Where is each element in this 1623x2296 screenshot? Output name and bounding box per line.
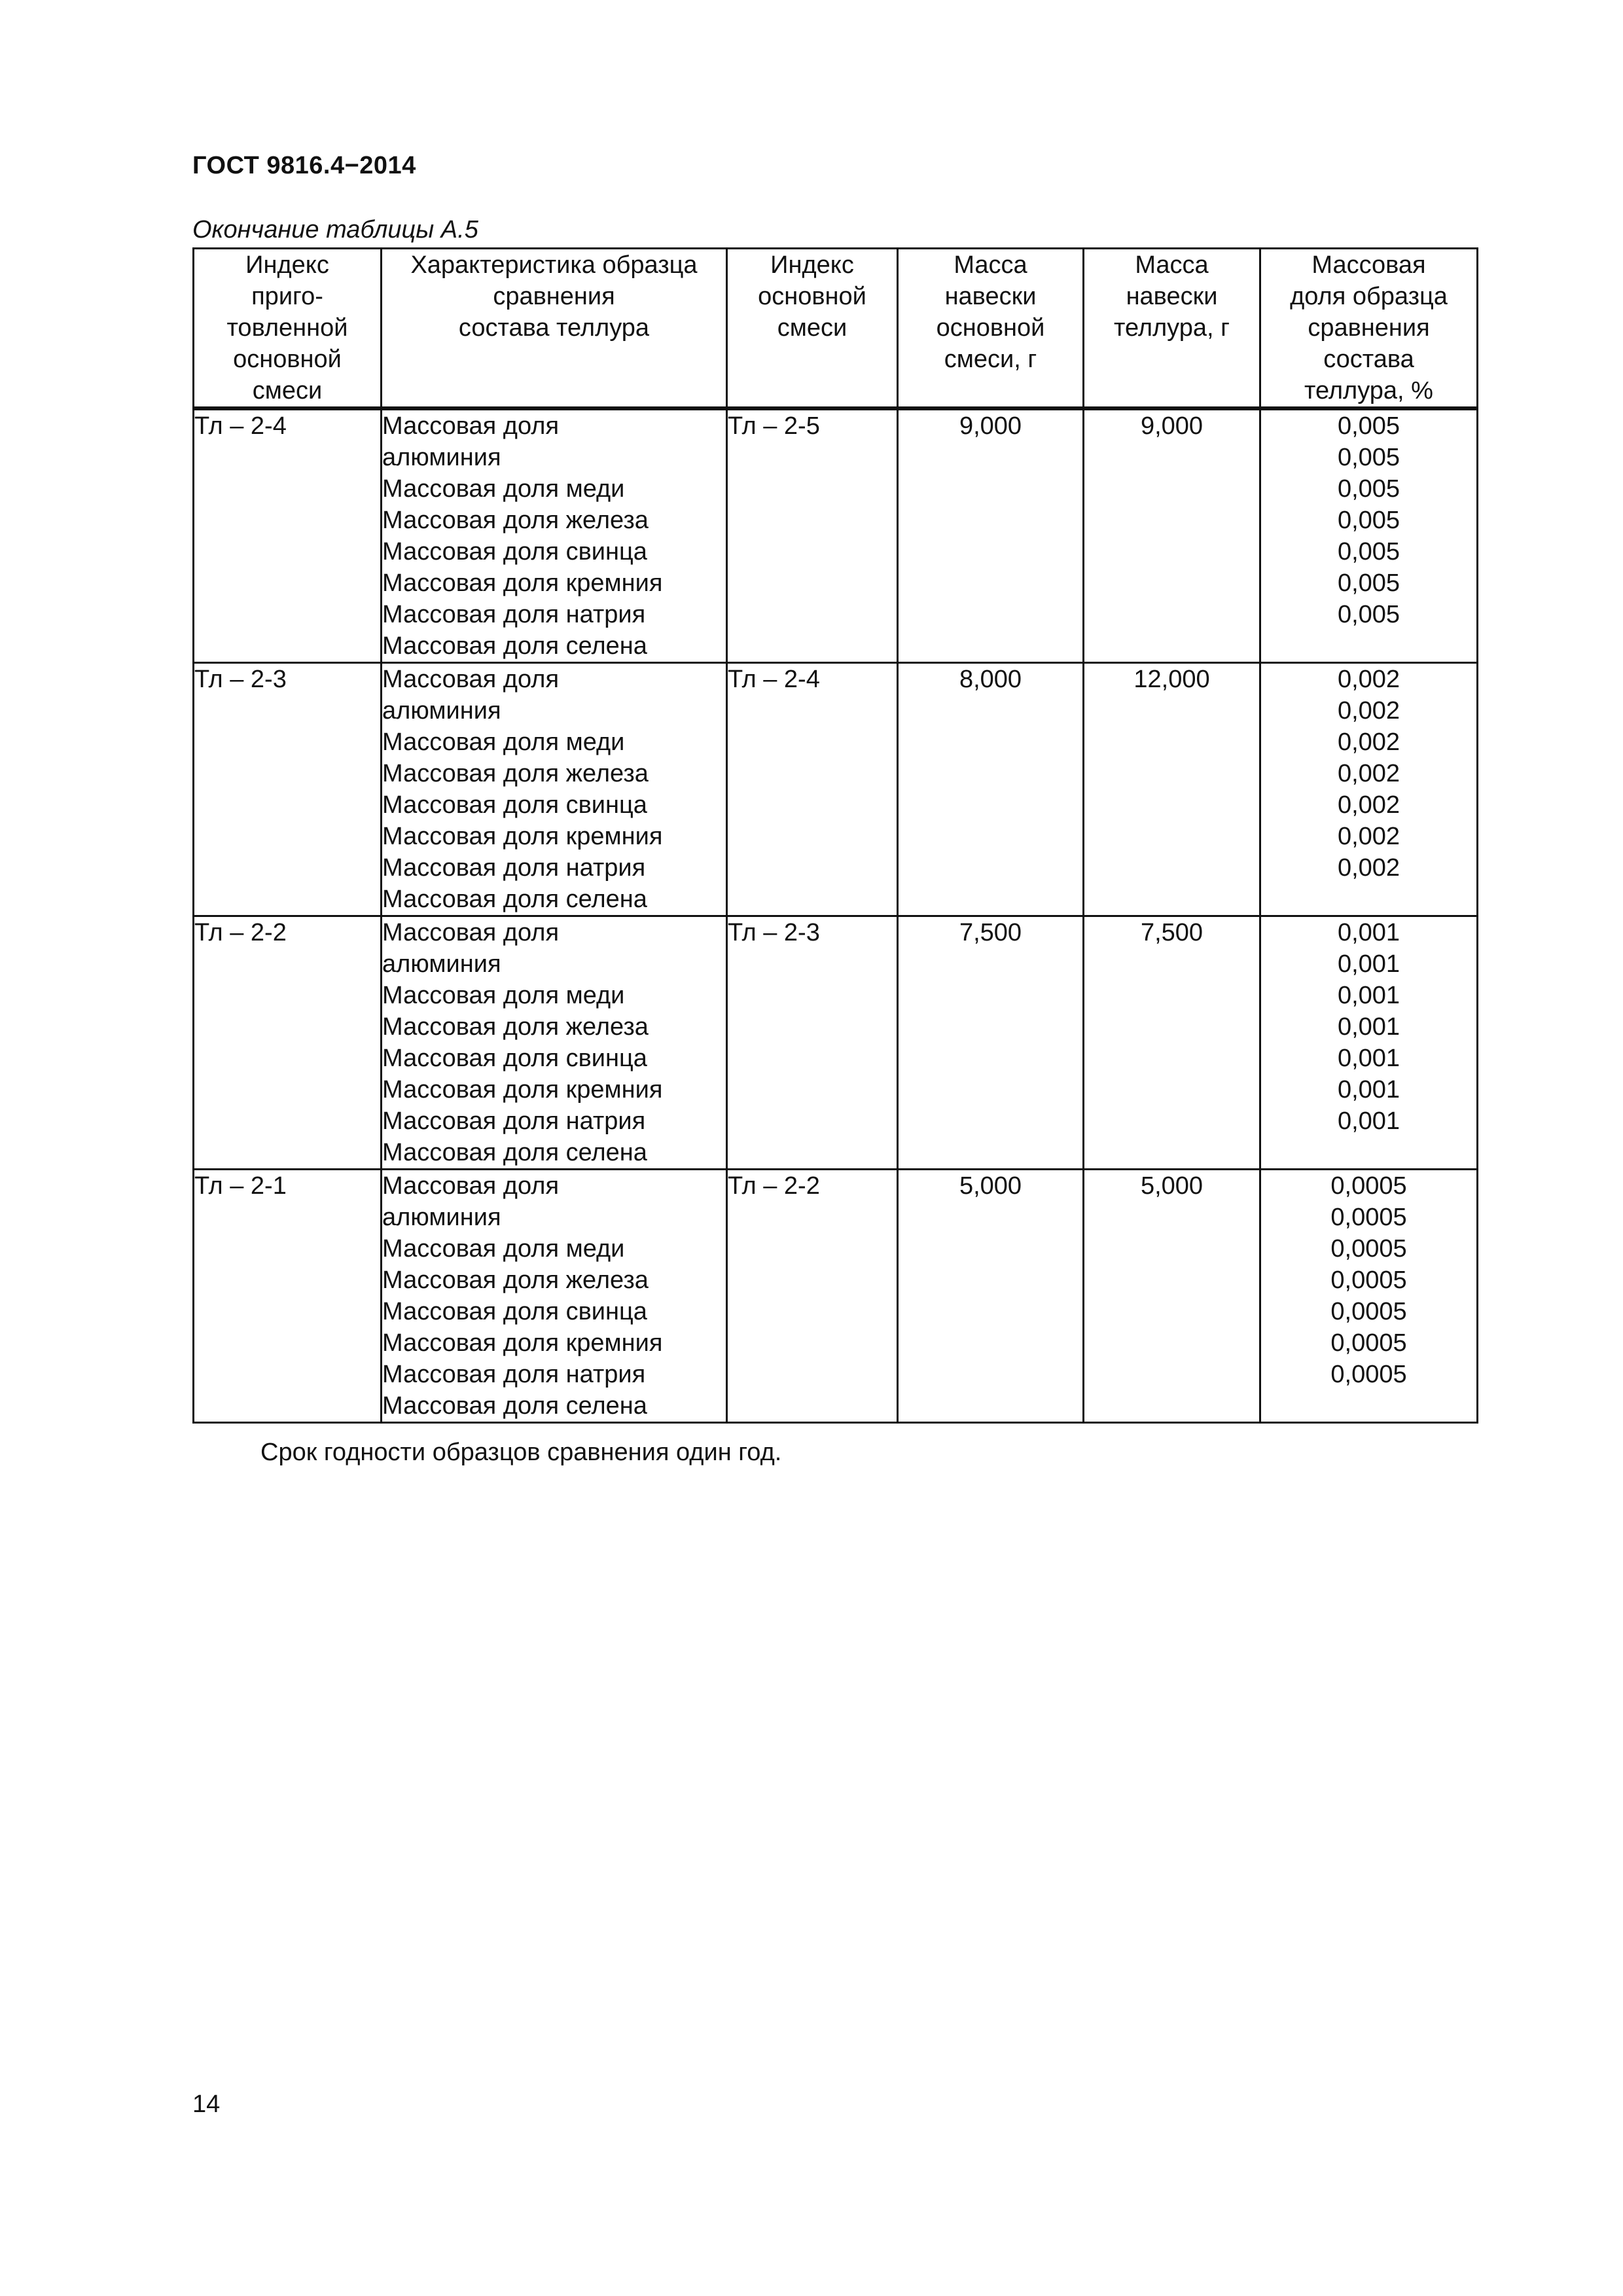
mass-fraction-value: 0,005 (1337, 569, 1400, 597)
mass-fraction-value: 0,005 (1337, 475, 1400, 503)
table-body (194, 408, 1478, 1423)
column-header-line: смеси (252, 377, 323, 404)
table-row (194, 1170, 1478, 1423)
column-header-line: Масса (1135, 251, 1209, 279)
mass-fraction-value: 0,001 (1337, 1045, 1400, 1072)
column-header-line: навески (1126, 283, 1218, 310)
table-row (194, 408, 1478, 663)
mass-fractions (1260, 408, 1478, 663)
column-header-line: Масса (954, 251, 1027, 279)
base-mix-index: Тл – 2-2 (727, 1170, 898, 1423)
column-header-line: товленной (226, 314, 348, 342)
reference-samples-table (192, 247, 1478, 1424)
mass-fraction-value: 0,005 (1337, 507, 1400, 534)
table-row (194, 916, 1478, 1170)
mass-fraction-value: 0,001 (1337, 1107, 1400, 1135)
mass-fraction-value: 0,0005 (1330, 1361, 1407, 1388)
mass-fraction-value: 0,005 (1337, 412, 1400, 440)
characteristic-line: Массовая доля селена (382, 632, 647, 660)
characteristic-line: Массовая доля (382, 919, 560, 946)
characteristic-line: Массовая доля селена (382, 1139, 647, 1166)
mass-fraction-value: 0,001 (1337, 919, 1400, 946)
column-header (898, 249, 1084, 409)
characteristic-line: Массовая доля железа (382, 760, 649, 787)
mass-fraction-value: 0,0005 (1330, 1329, 1407, 1357)
characteristic-line: Массовая доля меди (382, 475, 625, 503)
mass-fraction-value: 0,005 (1337, 538, 1400, 565)
column-header (1084, 249, 1260, 409)
column-header-line: основной (936, 314, 1045, 342)
mass-fraction-value: 0,005 (1337, 601, 1400, 628)
base-mix-index: Тл – 2-3 (727, 916, 898, 1170)
mass-fraction-value: 0,002 (1337, 854, 1400, 882)
characteristic-line: Массовая доля кремния (382, 823, 663, 850)
characteristic-line: Массовая доля меди (382, 728, 625, 756)
column-header-line: приго- (251, 283, 323, 310)
characteristic-line: алюминия (382, 444, 501, 471)
mass-fractions (1260, 663, 1478, 916)
mass-fraction-value: 0,002 (1337, 666, 1400, 693)
mass-fraction-value: 0,001 (1337, 1013, 1400, 1041)
mass-fraction-value: 0,0005 (1330, 1266, 1407, 1294)
tellurium-mass: 9,000 (1084, 408, 1260, 663)
characteristic-line: алюминия (382, 950, 501, 978)
characteristic-line: Массовая доля свинца (382, 791, 647, 819)
prepared-mix-index: Тл – 2-3 (194, 663, 382, 916)
characteristic-line: алюминия (382, 1204, 501, 1231)
characteristic-line: Массовая доля (382, 1172, 560, 1200)
characteristic-line: алюминия (382, 697, 501, 725)
column-header-line: теллура, г (1113, 314, 1230, 342)
characteristic-line: Массовая доля кремния (382, 1329, 663, 1357)
characteristic-line: Массовая доля свинца (382, 538, 647, 565)
mass-fraction-value: 0,0005 (1330, 1298, 1407, 1325)
base-mix-mass: 7,500 (898, 916, 1084, 1170)
characteristic-line: Массовая доля натрия (382, 1107, 646, 1135)
mass-fraction-value: 0,0005 (1330, 1172, 1407, 1200)
base-mix-mass: 8,000 (898, 663, 1084, 916)
column-header-line: смеси, г (944, 346, 1037, 373)
characteristic-line: Массовая доля селена (382, 886, 647, 913)
tellurium-mass: 12,000 (1084, 663, 1260, 916)
characteristic-line: Массовая доля натрия (382, 1361, 646, 1388)
characteristic-line: Массовая доля свинца (382, 1045, 647, 1072)
mass-fraction-value: 0,002 (1337, 791, 1400, 819)
sample-characteristics (382, 408, 727, 663)
mass-fraction-value: 0,002 (1337, 728, 1400, 756)
mass-fraction-value: 0,002 (1337, 760, 1400, 787)
column-header (382, 249, 727, 409)
base-mix-index: Тл – 2-4 (727, 663, 898, 916)
characteristic-line: Массовая доля железа (382, 507, 649, 534)
mass-fractions (1260, 916, 1478, 1170)
mass-fraction-value: 0,001 (1337, 982, 1400, 1009)
column-header (727, 249, 898, 409)
column-header-line: Индекс (770, 251, 854, 279)
characteristic-line: Массовая доля селена (382, 1392, 647, 1420)
sample-characteristics (382, 1170, 727, 1423)
table-header-row (194, 249, 1478, 409)
column-header-line: основной (758, 283, 866, 310)
mass-fraction-value: 0,0005 (1330, 1235, 1407, 1263)
page-number: 14 (192, 2090, 221, 2118)
column-header-line: доля образца (1290, 283, 1448, 310)
characteristic-line: Массовая доля кремния (382, 1076, 663, 1103)
characteristic-line: Массовая доля железа (382, 1013, 649, 1041)
column-header-line: Характеристика образца (410, 251, 698, 279)
column-header-line: состава (1323, 346, 1414, 373)
mass-fractions (1260, 1170, 1478, 1423)
tellurium-mass: 7,500 (1084, 916, 1260, 1170)
mass-fraction-value: 0,005 (1337, 444, 1400, 471)
table-caption: Окончание таблицы А.5 (192, 216, 478, 243)
column-header-line: сравнения (1308, 314, 1430, 342)
table-row (194, 663, 1478, 916)
column-header (1260, 249, 1478, 409)
base-mix-mass: 5,000 (898, 1170, 1084, 1423)
prepared-mix-index: Тл – 2-4 (194, 408, 382, 663)
mass-fraction-value: 0,001 (1337, 950, 1400, 978)
document-header: ГОСТ 9816.4−2014 (192, 152, 416, 179)
base-mix-index: Тл – 2-5 (727, 408, 898, 663)
sample-characteristics (382, 663, 727, 916)
characteristic-line: Массовая доля натрия (382, 854, 646, 882)
characteristic-line: Массовая доля (382, 666, 560, 693)
column-header-line: Индекс (245, 251, 329, 279)
column-header (194, 249, 382, 409)
column-header-line: навески (944, 283, 1037, 310)
column-header-line: сравнения (493, 283, 615, 310)
characteristic-line: Массовая доля свинца (382, 1298, 647, 1325)
characteristic-line: Массовая доля меди (382, 982, 625, 1009)
characteristic-line: Массовая доля кремния (382, 569, 663, 597)
column-header-line: теллура, % (1304, 377, 1433, 404)
characteristic-line: Массовая доля натрия (382, 601, 646, 628)
mass-fraction-value: 0,002 (1337, 697, 1400, 725)
prepared-mix-index: Тл – 2-2 (194, 916, 382, 1170)
column-header-line: смеси (777, 314, 847, 342)
characteristic-line: Массовая доля железа (382, 1266, 649, 1294)
tellurium-mass: 5,000 (1084, 1170, 1260, 1423)
column-header-line: основной (233, 346, 342, 373)
mass-fraction-value: 0,002 (1337, 823, 1400, 850)
column-header-line: состава теллура (458, 314, 650, 342)
shelf-life-note: Срок годности образцов сравнения один год. (260, 1439, 782, 1466)
prepared-mix-index: Тл – 2-1 (194, 1170, 382, 1423)
base-mix-mass: 9,000 (898, 408, 1084, 663)
column-header-line: Массовая (1311, 251, 1426, 279)
mass-fraction-value: 0,001 (1337, 1076, 1400, 1103)
characteristic-line: Массовая доля (382, 412, 560, 440)
characteristic-line: Массовая доля меди (382, 1235, 625, 1263)
sample-characteristics (382, 916, 727, 1170)
mass-fraction-value: 0,0005 (1330, 1204, 1407, 1231)
